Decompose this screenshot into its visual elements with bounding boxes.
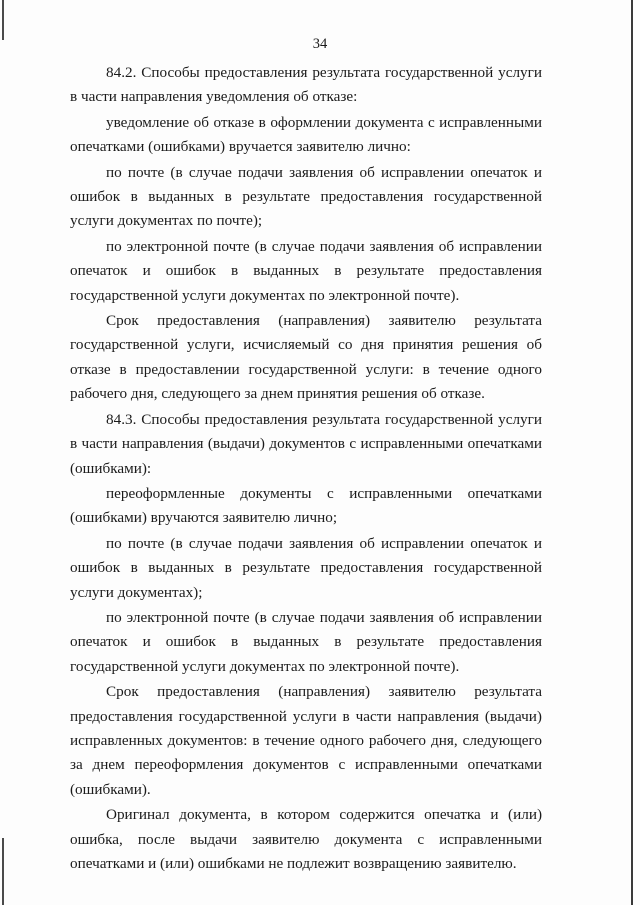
paragraph-corrected-by-email: по электронной почте (в случае подачи заявления об исправлении опечаток и ошибок в выданных в результате предоставления государственной услуги документах по электронной почте). (70, 608, 542, 675)
paragraph-84-2-heading: 84.2. Способы предоставления результата государственной услуги в части направления уведомления об отказе: (70, 64, 542, 106)
scan-edge-right (631, 0, 633, 905)
paragraph-refusal-deadline: Срок предоставления (направления) заявителю результата государственной услуги, исчисляемый со дня принятия решения об отказе в предоставлении государственной услуги: в течение одного рабочего дня, следующего за днем принятия решения об отказе. (70, 312, 542, 403)
paragraph-refusal-by-mail: по почте (в случае подачи заявления об исправлении опечаток и ошибок в выданных в результате предоставления государственной услуги документах по почте); (70, 163, 542, 230)
paragraph-original-not-returned: Оригинал документа, в котором содержится опечатка и (или) ошибка, после выдачи заявителю документа с исправленными опечатками и (или) ошибками не подлежит возвращению заявителю. (70, 806, 542, 872)
paragraph-refusal-by-email: по электронной почте (в случае подачи заявления об исправлении опечаток и ошибок в выданных в результате предоставления государственной услуги документах по электронной почте). (70, 237, 542, 304)
page-number: 34 (312, 36, 328, 52)
paragraph-corrected-in-person: переоформленные документы с исправленными опечатками (ошибками) вручаются заявителю лично; (70, 484, 542, 527)
scan-edge-left-top (2, 0, 4, 40)
paragraph-corrected-by-mail: по почте (в случае подачи заявления об исправлении опечаток и ошибок в выданных в результате предоставления государственной услуги документах); (70, 534, 542, 601)
paragraph-84-3-heading: 84.3. Способы предоставления результата государственной услуги в части направления (выдачи) документов с исправленными опечатками (ошибками): (70, 410, 542, 477)
document-body (70, 61, 542, 876)
scan-edge-left-bottom (2, 838, 4, 905)
paragraph-corrected-deadline: Срок предоставления (направления) заявителю результата предоставления государственной услуги в части направления (выдачи) исправленных документов: в течение одного рабочего дня, следующего за днем переоформления документов с исправленными опечатками (ошибками). (70, 683, 542, 798)
paragraph-refusal-in-person: уведомление об отказе в оформлении документа с исправленными опечатками (ошибками) вручается заявителю лично: (70, 113, 542, 156)
